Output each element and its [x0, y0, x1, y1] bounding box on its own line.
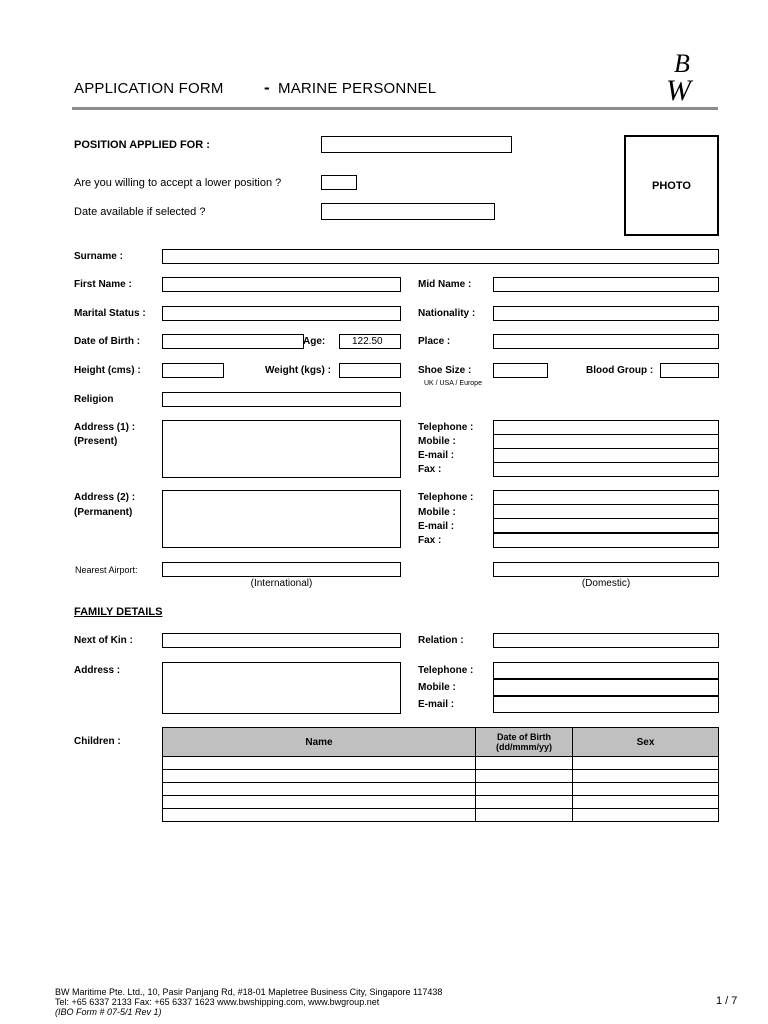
- table-row: [163, 770, 719, 783]
- child-dob-cell[interactable]: [476, 783, 573, 796]
- next-of-kin-field[interactable]: [162, 633, 401, 648]
- address2-sublabel: (Permanent): [74, 507, 133, 518]
- address2-label: Address (2) :: [74, 492, 136, 503]
- nationality-field[interactable]: [493, 306, 719, 321]
- domestic-caption: (Domestic): [581, 578, 631, 589]
- domestic-airport-field[interactable]: [493, 562, 719, 577]
- footer-contact: Tel: +65 6337 2133 Fax: +65 6337 1623 www.bwshipping.com, www.bwgroup.net: [55, 997, 380, 1007]
- address2-email-field[interactable]: [493, 518, 719, 533]
- child-name-cell[interactable]: [163, 809, 476, 822]
- address1-mobile-label: Mobile :: [418, 436, 456, 447]
- address2-mobile-label: Mobile :: [418, 507, 456, 518]
- family-address-field[interactable]: [162, 662, 401, 714]
- child-name-cell[interactable]: [163, 757, 476, 770]
- blood-group-label: Blood Group :: [586, 365, 654, 376]
- nationality-label: Nationality :: [418, 308, 476, 319]
- address2-fax-field[interactable]: [493, 533, 719, 548]
- photo-label: PHOTO: [652, 179, 691, 192]
- first-name-label: First Name :: [74, 279, 132, 290]
- svg-text:B: B: [674, 50, 690, 78]
- address1-field[interactable]: [162, 420, 401, 478]
- table-row: [163, 783, 719, 796]
- address2-telephone-field[interactable]: [493, 490, 719, 505]
- child-sex-cell[interactable]: [573, 809, 719, 822]
- dob-label: Date of Birth :: [74, 336, 141, 347]
- lower-position-label: Are you willing to accept a lower position ?: [74, 177, 282, 189]
- table-row: [163, 796, 719, 809]
- svg-text:W: W: [666, 74, 691, 104]
- address2-fax-label: Fax :: [418, 535, 442, 546]
- address1-telephone-field[interactable]: [493, 420, 719, 435]
- photo-box[interactable]: [624, 135, 719, 236]
- family-email-field[interactable]: [493, 696, 719, 713]
- child-dob-cell[interactable]: [476, 770, 573, 783]
- child-name-cell[interactable]: [163, 796, 476, 809]
- child-dob-cell[interactable]: [476, 796, 573, 809]
- age-value: 122.50: [352, 336, 383, 347]
- child-sex-cell[interactable]: [573, 783, 719, 796]
- col-sex-header: Sex: [573, 728, 719, 757]
- nearest-airport-label: Nearest Airport:: [75, 565, 138, 575]
- place-field[interactable]: [493, 334, 719, 349]
- col-dob-format: (dd/mmm/yy): [495, 742, 552, 752]
- page-number: 1 / 7: [716, 995, 738, 1007]
- child-sex-cell[interactable]: [573, 796, 719, 809]
- family-details-heading: FAMILY DETAILS: [74, 606, 163, 618]
- next-of-kin-label: Next of Kin :: [74, 635, 133, 646]
- religion-label: Religion: [74, 394, 114, 405]
- address2-telephone-label: Telephone :: [418, 492, 474, 503]
- weight-field[interactable]: [339, 363, 401, 378]
- date-available-label: Date available if selected ?: [74, 206, 206, 218]
- header-rule: [72, 107, 718, 110]
- relation-label: Relation :: [418, 635, 464, 646]
- address1-mobile-field[interactable]: [493, 434, 719, 449]
- title-dash: -: [264, 78, 270, 97]
- family-telephone-label: Telephone :: [418, 665, 474, 676]
- shoe-size-field[interactable]: [493, 363, 548, 378]
- shoe-size-note: UK / USA / Europe: [424, 380, 482, 387]
- children-label: Children :: [74, 736, 121, 747]
- children-table: [162, 727, 719, 822]
- international-caption: (International): [250, 578, 313, 589]
- date-available-field[interactable]: [321, 203, 495, 220]
- col-name-header: Name: [163, 728, 476, 757]
- address1-sublabel: (Present): [74, 436, 118, 447]
- table-row: [163, 757, 719, 770]
- mid-name-field[interactable]: [493, 277, 719, 292]
- col-dob-header: [476, 728, 573, 757]
- address1-label: Address (1) :: [74, 422, 136, 433]
- family-mobile-field[interactable]: [493, 679, 719, 696]
- lower-position-field[interactable]: [321, 175, 357, 190]
- family-telephone-field[interactable]: [493, 662, 719, 679]
- age-label: Age:: [303, 336, 326, 347]
- position-applied-field[interactable]: [321, 136, 512, 153]
- position-applied-label: POSITION APPLIED FOR :: [74, 139, 210, 151]
- mid-name-label: Mid Name :: [418, 279, 472, 290]
- address2-email-label: E-mail :: [418, 521, 455, 532]
- relation-field[interactable]: [493, 633, 719, 648]
- address1-email-field[interactable]: [493, 448, 719, 463]
- blood-group-field[interactable]: [660, 363, 719, 378]
- age-field[interactable]: [339, 334, 401, 349]
- address1-email-label: E-mail :: [418, 450, 455, 461]
- child-name-cell[interactable]: [163, 783, 476, 796]
- child-name-cell[interactable]: [163, 770, 476, 783]
- form-title: APPLICATION FORM: [74, 80, 224, 97]
- footer-form-id: (IBO Form # 07-5/1 Rev 1): [55, 1007, 162, 1017]
- place-label: Place :: [418, 336, 451, 347]
- marital-status-field[interactable]: [162, 306, 401, 321]
- child-dob-cell[interactable]: [476, 809, 573, 822]
- height-label: Height (cms) :: [74, 365, 141, 376]
- religion-field[interactable]: [162, 392, 401, 407]
- bw-logo: [664, 50, 708, 104]
- table-row: [163, 809, 719, 822]
- shoe-size-label: Shoe Size :: [418, 365, 472, 376]
- international-airport-field[interactable]: [162, 562, 401, 577]
- child-dob-cell[interactable]: [476, 757, 573, 770]
- address2-mobile-field[interactable]: [493, 504, 719, 519]
- footer-company-address: BW Maritime Pte. Ltd., 10, Pasir Panjang Rd, #18-01 Mapletree Business City, Singapore 117438: [55, 987, 443, 997]
- form-subtitle: MARINE PERSONNEL: [278, 80, 437, 97]
- surname-field[interactable]: [162, 249, 719, 264]
- address1-telephone-label: Telephone :: [418, 422, 474, 433]
- children-table-header: [163, 728, 719, 757]
- height-field[interactable]: [162, 363, 224, 378]
- family-mobile-label: Mobile :: [418, 682, 456, 693]
- family-address-label: Address :: [74, 665, 121, 676]
- dob-field[interactable]: [162, 334, 304, 349]
- first-name-field[interactable]: [162, 277, 401, 292]
- child-sex-cell[interactable]: [573, 757, 719, 770]
- child-sex-cell[interactable]: [573, 770, 719, 783]
- family-email-label: E-mail :: [418, 699, 455, 710]
- weight-label: Weight (kgs) :: [265, 365, 331, 376]
- address2-field[interactable]: [162, 490, 401, 548]
- address1-fax-label: Fax :: [418, 464, 442, 475]
- col-dob-title: Date of Birth: [497, 732, 551, 742]
- address1-fax-field[interactable]: [493, 462, 719, 477]
- marital-status-label: Marital Status :: [74, 308, 146, 319]
- surname-label: Surname :: [74, 251, 123, 262]
